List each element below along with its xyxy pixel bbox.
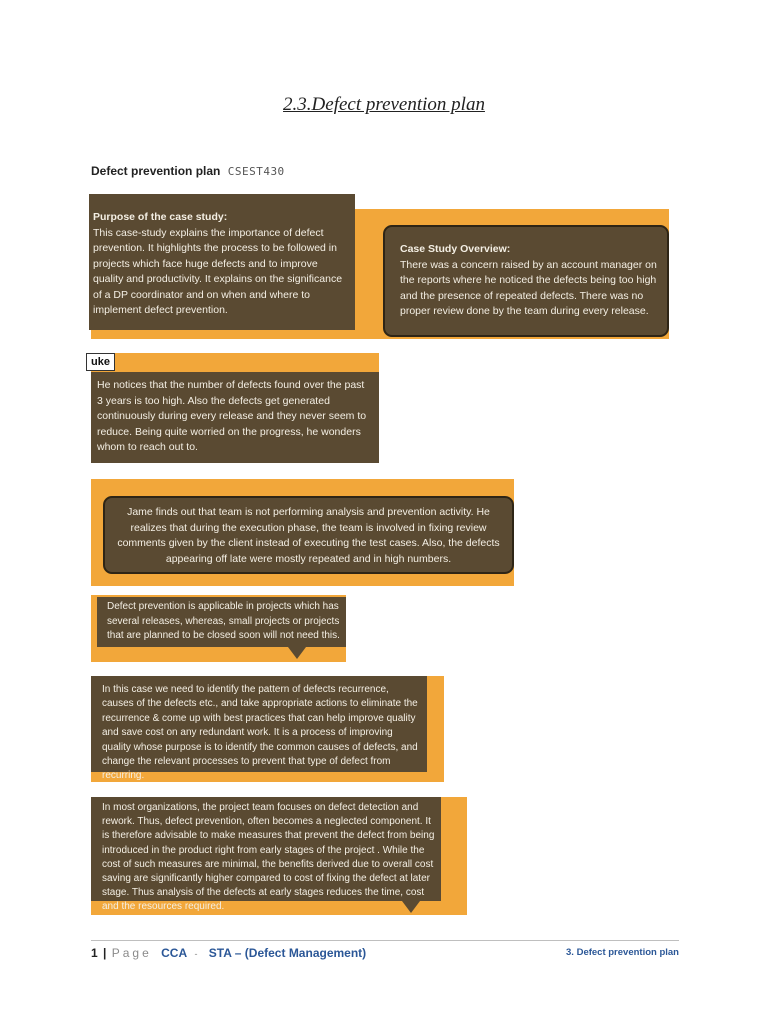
- applicable-box: [97, 597, 346, 647]
- footer-page-word: Page: [111, 946, 152, 960]
- pattern-text: In this case we need to identify the pattern of defects recurrence, causes of the defects etc., and take appropriate actions to eliminate the recurrence & come up with best practices that can help improve quality and save cost on any redundant work. It is a process of improving quality whose purpose is to identify the common causes of defects, and change the relevant processes to prevent that type of defect from recurring.: [102, 684, 418, 782]
- organizations-text: In most organizations, the project team focuses on defect detection and rework. Thus, defect prevention, often becomes a neglected component. It is therefore advisable to make measures that prevent the defect from being introduced in the product right from early stages of the project . While the cost of such measures are minimal, the benefits derived due to overall cost saving are significantly higher compared to cost of fixing the defect at later stage. Thus analysis of the defects at early stages reduces the time, cost and the resources required.: [102, 802, 435, 913]
- footer-cca: CCA: [161, 946, 188, 960]
- overview-box: [383, 225, 669, 337]
- organizations-box: [91, 797, 441, 913]
- purpose-text: This case-study explains the importance of defect prevention. It highlights the process to be followed in projects which face huge defects and to improve quality and productivity. It explains on the significance of a DP coordinator and on when and where to implement defect prevention.: [93, 226, 343, 316]
- purpose-box: [89, 194, 355, 330]
- footer-divider: [91, 940, 679, 941]
- notice-text: He notices that the number of defects found over the past 3 years is too high. Also the defects get generated continuously during every release and they never seem to reduce. Being quite worried on the progress, he wonders whom to reach out to.: [97, 379, 367, 453]
- subtitle-label: Defect prevention plan: [91, 164, 221, 178]
- speaker-tab: uke: [86, 353, 115, 371]
- page-title: 2.3.Defect prevention plan: [283, 94, 485, 115]
- applicable-speech-tail: [288, 647, 306, 659]
- organizations-speech-tail: [402, 901, 420, 913]
- subtitle-code: CSEST430: [227, 165, 285, 178]
- overview-text: There was a concern raised by an account manager on the reports where he noticed the defects being too high and the presence of repeated defects. There was no proper review done by the team during every release.: [400, 258, 657, 317]
- jame-box: [103, 496, 514, 574]
- jame-text: Jame finds out that team is not performing analysis and prevention activity. He realizes that during the execution phase, the team is involved in fixing review comments given by the client instead of executing the test cases. Also, the defects appearing off late were mostly repeated and in high numbers.: [117, 506, 500, 565]
- footer-page-number: 1: [91, 946, 98, 960]
- purpose-heading: Purpose of the case study:: [93, 211, 228, 223]
- footer-chapter-title: 3. Defect prevention plan: [566, 947, 679, 958]
- footer-dot: -: [194, 949, 198, 959]
- page-footer: [91, 944, 679, 962]
- section-subtitle: [91, 164, 285, 178]
- overview-heading: Case Study Overview:: [400, 243, 511, 255]
- footer-separator: |: [103, 946, 107, 960]
- footer-section-title: STA – (Defect Management): [208, 946, 367, 960]
- notice-box: [91, 372, 379, 463]
- applicable-text: Defect prevention is applicable in projects which has several releases, whereas, small projects or projects that are planned to be closed soon will not need this.: [107, 601, 340, 641]
- pattern-box: [91, 676, 427, 782]
